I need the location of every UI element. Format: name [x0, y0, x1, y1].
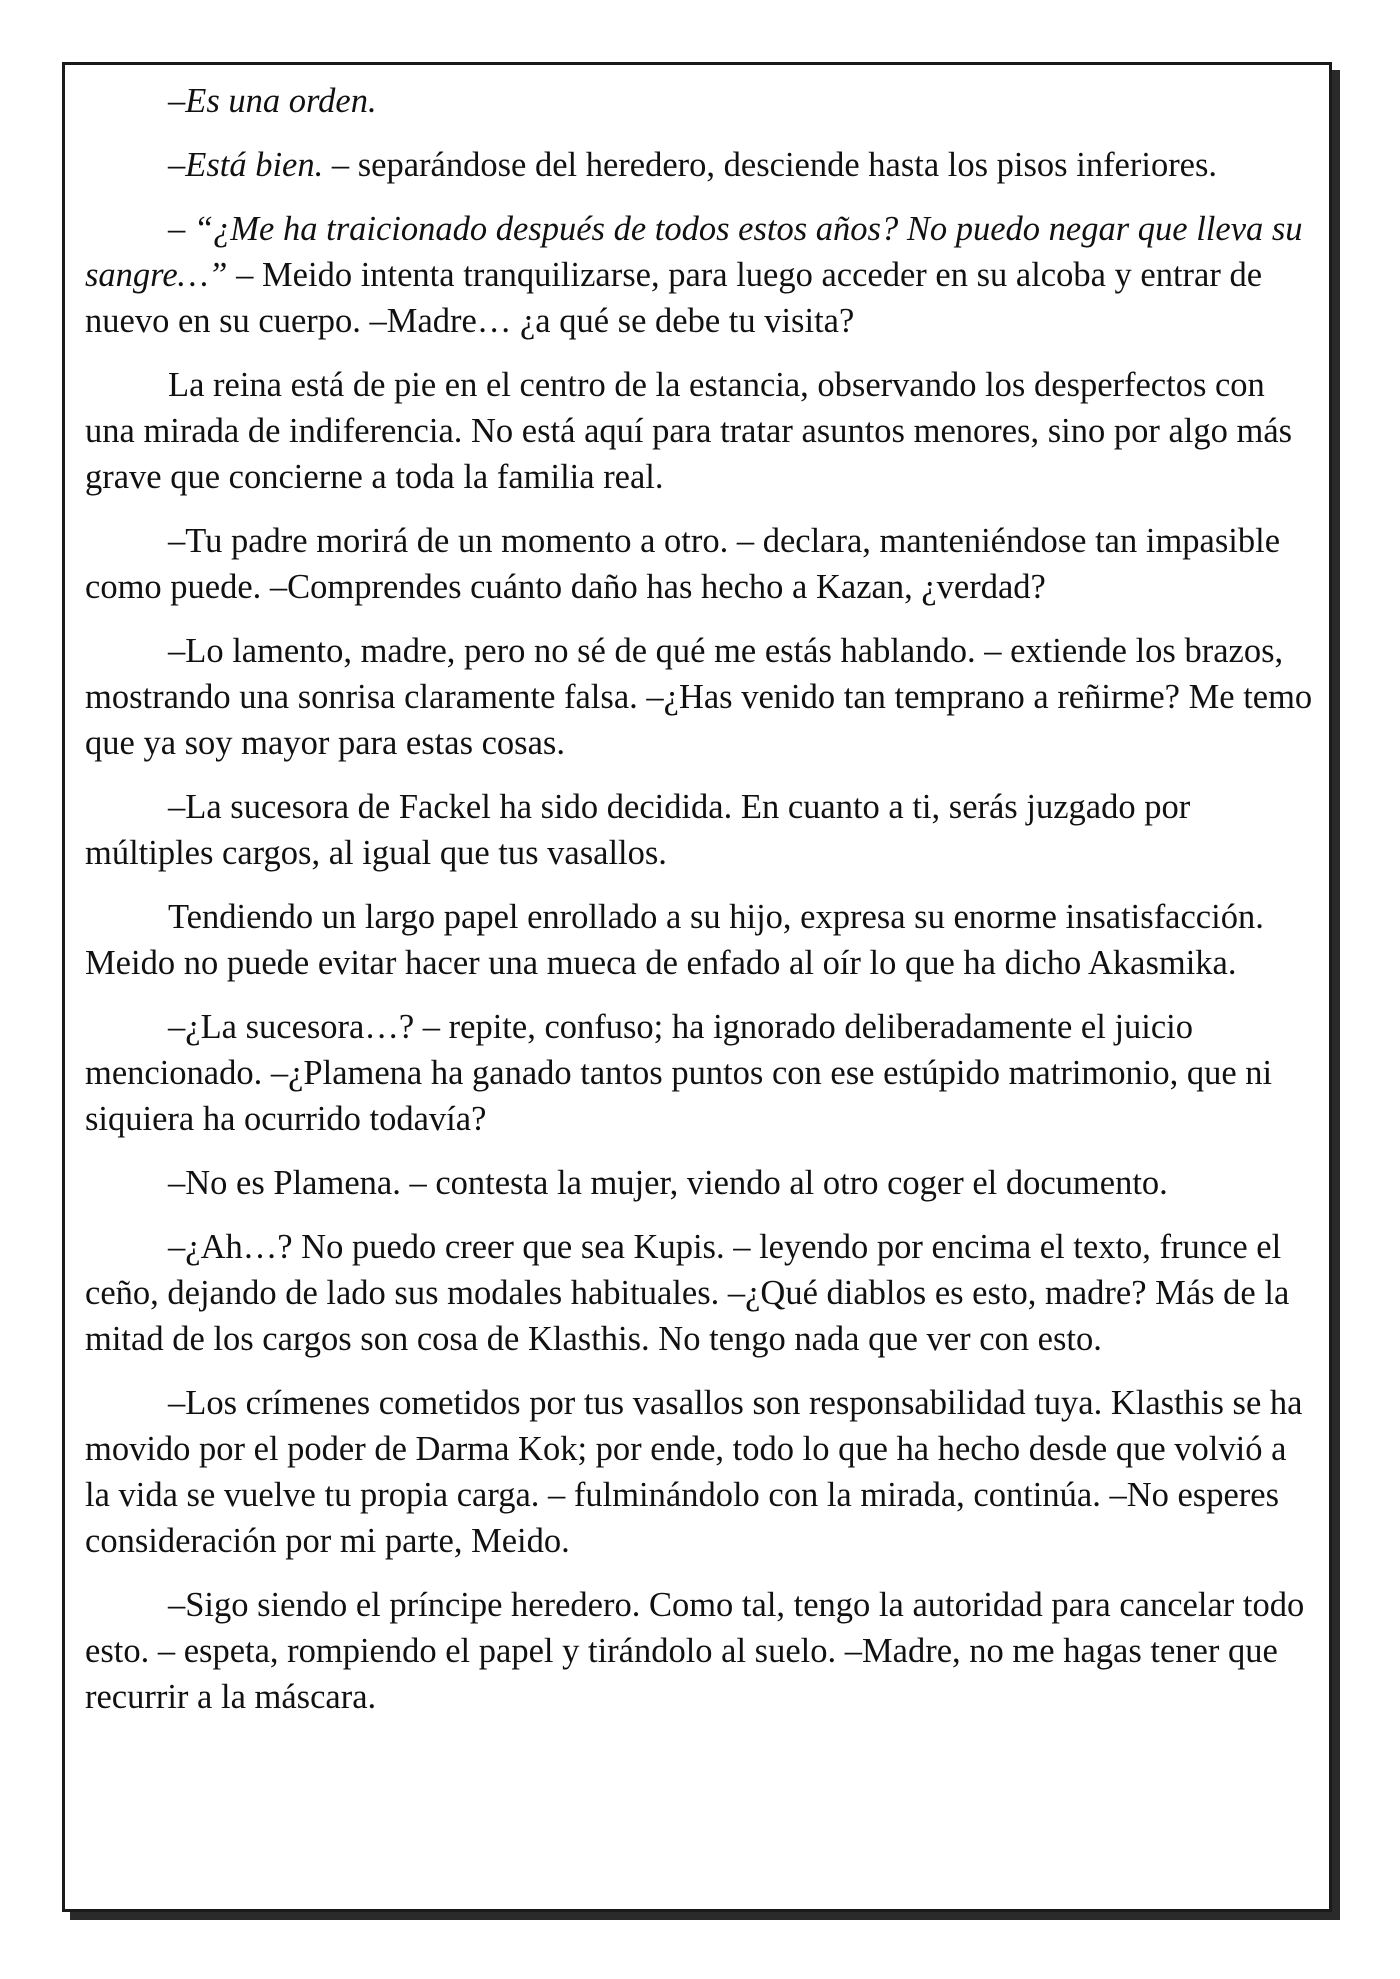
text-segment: –Los crímenes cometidos por tus vasallos son responsabilidad tuya. Klasthis se ha movido por el poder de Darma Kok; por ende, todo lo que ha hecho desde que volvió a la vida se vuelve tu propia carga. – fulminándolo con la mirada, continúa. –No esperes consideración por mi parte, Meido.	[85, 1384, 1303, 1560]
paragraph-1	[85, 78, 1318, 124]
text-segment: – Meido intenta tranquilizarse, para luego acceder en su alcoba y entrar de nuevo en su cuerpo. –Madre… ¿a qué se debe tu visita?	[85, 256, 1263, 340]
text-segment: –Tu padre morirá de un momento a otro. – declara, manteniéndose tan impasible como puede. –Comprendes cuánto daño has hecho a Kazan, ¿verdad?	[85, 522, 1281, 606]
paragraph-4	[85, 362, 1318, 500]
paragraph-2	[85, 142, 1318, 188]
text-segment: Tendiendo un largo papel enrollado a su hijo, expresa su enorme insatisfacción. Meido no puede evitar hacer una mueca de enfado al oír lo que ha dicho Akasmika.	[85, 898, 1264, 982]
paragraph-9	[85, 1004, 1318, 1142]
paragraph-10	[85, 1160, 1318, 1206]
paragraph-12	[85, 1380, 1318, 1564]
text-segment-italic: Es una orden.	[185, 82, 377, 120]
text-segment: – separándose del heredero, desciende hasta los pisos inferiores.	[323, 146, 1218, 184]
paragraph-8	[85, 894, 1318, 986]
paragraph-7	[85, 784, 1318, 876]
text-segment: –¿La sucesora…? – repite, confuso; ha ignorado deliberadamente el juicio mencionado. –¿Plamena ha ganado tantos puntos con ese estúpido matrimonio, que ni siquiera ha ocurrido todavía?	[85, 1008, 1273, 1138]
text-segment-italic: Está bien.	[185, 146, 324, 184]
document-body	[85, 78, 1318, 1738]
text-segment: –La sucesora de Fackel ha sido decidida. En cuanto a ti, serás juzgado por múltiples cargos, al igual que tus vasallos.	[85, 788, 1191, 872]
paragraph-5	[85, 518, 1318, 610]
text-segment: –¿Ah…? No puedo creer que sea Kupis. – leyendo por encima el texto, frunce el ceño, dejando de lado sus modales habituales. –¿Qué diablos es esto, madre? Más de la mitad de los cargos son cosa de Klasthis. No tengo nada que ver con esto.	[85, 1228, 1290, 1358]
text-segment: –Lo lamento, madre, pero no sé de qué me estás hablando. – extiende los brazos, mostrando una sonrisa claramente falsa. –¿Has venido tan temprano a reñirme? Me temo que ya soy mayor para estas cosas.	[85, 632, 1313, 762]
text-segment: –Sigo siendo el príncipe heredero. Como tal, tengo la autoridad para cancelar todo esto. – espeta, rompiendo el papel y tirándolo al suelo. –Madre, no me hagas tener que recurrir a la máscara.	[85, 1586, 1305, 1716]
paragraph-13	[85, 1582, 1318, 1720]
text-segment: –	[168, 210, 194, 248]
text-segment: –	[168, 82, 186, 120]
paragraph-3	[85, 206, 1318, 344]
text-segment: La reina está de pie en el centro de la estancia, observando los desperfectos con una mirada de indiferencia. No está aquí para tratar asuntos menores, sino por algo más grave que concierne a toda la familia real.	[85, 366, 1293, 496]
paragraph-6	[85, 628, 1318, 766]
paragraph-11	[85, 1224, 1318, 1362]
text-segment: –	[168, 146, 186, 184]
text-segment: –No es Plamena. – contesta la mujer, viendo al otro coger el documento.	[168, 1164, 1168, 1202]
text-segment-italic: “¿Me ha traicionado después de todos estos años? No puedo negar que lleva su sangre…”	[85, 210, 1303, 294]
